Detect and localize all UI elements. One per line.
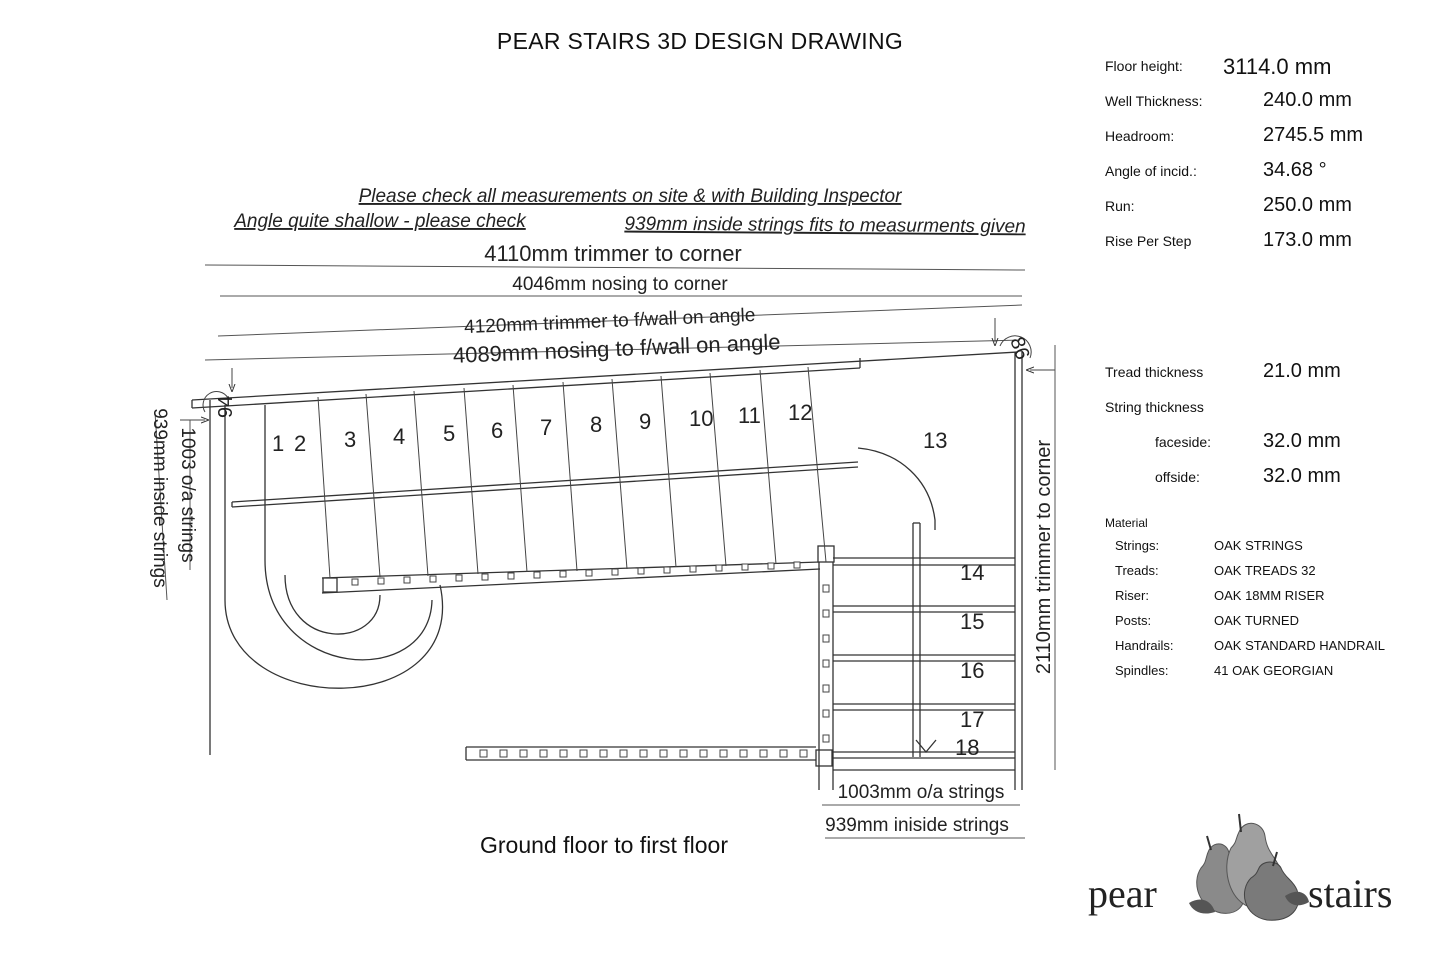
spec-label: Rise Per Step <box>1105 233 1192 249</box>
dim-inside-bottom: 939mm iniside strings <box>825 815 1009 836</box>
spec-offside <box>1105 463 1425 498</box>
step-number: 10 <box>689 406 714 431</box>
step-number: 16 <box>960 658 985 683</box>
dim-inside-left: 939mm inside strings <box>149 408 170 588</box>
dim-oa-bottom: 1003mm o/a strings <box>837 782 1005 803</box>
material-label: Handrails: <box>1115 638 1174 653</box>
spec-label: Run: <box>1105 198 1135 214</box>
angle-left-label: 94 <box>215 395 237 418</box>
spec-well-thickness <box>1105 87 1425 122</box>
logo-word-right: stairs <box>1308 871 1393 916</box>
spec-run <box>1105 192 1425 227</box>
spec-value: 240.0 mm <box>1263 89 1352 111</box>
step-number: 9 <box>639 409 652 434</box>
material-value: OAK STRINGS <box>1214 538 1303 553</box>
dim-trimmer-corner: 4110mm trimmer to corner <box>484 241 742 266</box>
step-number: 3 <box>344 427 357 452</box>
material-label: Riser: <box>1115 588 1149 603</box>
material-heading: Material <box>1105 516 1148 530</box>
angle-markers <box>180 318 1055 420</box>
spec-label: Well Thickness: <box>1105 93 1203 109</box>
step-number: 17 <box>960 707 985 732</box>
page-title: PEAR STAIRS 3D DESIGN DRAWING <box>496 28 904 54</box>
spec-label: Tread thickness <box>1105 364 1204 380</box>
dim-right-trimmer: 2110mm trimmer to corner <box>1033 439 1055 675</box>
spec-label: String thickness <box>1105 399 1204 415</box>
material-label: Strings: <box>1115 538 1160 553</box>
spec-label: Angle of incid.: <box>1105 163 1197 179</box>
site-notes <box>233 186 1026 237</box>
material-value: OAK TREADS 32 <box>1214 563 1316 578</box>
material-label: Posts: <box>1115 613 1152 628</box>
material-row <box>1105 588 1435 613</box>
material-label: Spindles: <box>1115 663 1169 678</box>
step-number: 5 <box>443 421 456 446</box>
material-row <box>1105 663 1435 688</box>
step-number: 13 <box>923 428 948 453</box>
step-number: 1 <box>272 431 285 456</box>
step-number: 15 <box>960 609 985 634</box>
spec-value: 34.68 ° <box>1263 159 1327 181</box>
spec-label: Floor height: <box>1105 58 1183 74</box>
spec-label: faceside: <box>1155 434 1212 450</box>
spec-panel-thickness <box>1105 358 1425 498</box>
dim-oa-left: 1003 o/a strings <box>177 427 198 563</box>
spec-angle <box>1105 157 1425 192</box>
step-number: 7 <box>540 415 553 440</box>
material-value: OAK 18MM RISER <box>1214 588 1325 603</box>
spec-value: 32.0 mm <box>1263 465 1341 487</box>
dim-nosing-wall: 4089mm nosing to f/wall on angle <box>452 329 781 368</box>
spec-value: 32.0 mm <box>1263 430 1341 452</box>
stair-outline <box>192 352 1022 790</box>
dim-nosing-corner: 4046mm nosing to corner <box>512 274 728 295</box>
logo-word-left: pear <box>1088 871 1157 916</box>
spec-value: 3114.0 mm <box>1223 54 1332 79</box>
spec-value: 21.0 mm <box>1263 360 1341 382</box>
spec-value: 2745.5 mm <box>1263 124 1364 146</box>
step-number: 11 <box>738 403 761 428</box>
step-number: 4 <box>393 424 406 449</box>
material-row <box>1105 638 1435 663</box>
note-fits: 939mm inside strings fits to measurments given <box>624 213 1026 238</box>
tread-lines <box>318 367 826 578</box>
dim-trimmer-wall: 4120mm trimmer to f/wall on angle <box>463 304 756 339</box>
step-number: 6 <box>491 418 504 443</box>
pears-icon <box>1181 808 1311 923</box>
material-row <box>1105 613 1435 638</box>
step-number: 12 <box>788 400 813 425</box>
material-row <box>1105 563 1435 588</box>
material-value: OAK TURNED <box>1214 613 1299 628</box>
note-check: Please check all measurements on site & with Building Inspector <box>358 186 902 207</box>
step-number: 2 <box>294 431 307 456</box>
spec-rise <box>1105 227 1425 262</box>
drawing-caption: Ground floor to first floor <box>480 832 728 858</box>
spindles <box>352 562 829 757</box>
material-value: 41 OAK GEORGIAN <box>1214 663 1334 678</box>
spec-value: 250.0 mm <box>1263 194 1352 216</box>
step-number: 18 <box>955 735 980 760</box>
spec-tread <box>1105 358 1425 393</box>
material-list <box>1105 516 1435 688</box>
spec-panel <box>1105 52 1425 262</box>
material-row <box>1105 538 1435 563</box>
spec-label: offside: <box>1155 469 1200 485</box>
spec-faceside <box>1105 428 1425 463</box>
spec-floor-height <box>1105 52 1425 87</box>
top-dimension-labels <box>452 241 781 368</box>
note-angle: Angle quite shallow - please check <box>234 211 526 232</box>
spec-string <box>1105 393 1425 428</box>
angle-right-label: 86 <box>1005 334 1034 363</box>
spec-value: 173.0 mm <box>1263 229 1352 251</box>
step-number: 8 <box>590 412 603 437</box>
spec-headroom <box>1105 122 1425 157</box>
pear-stairs-logo <box>1086 808 1406 928</box>
material-value: OAK STANDARD HANDRAIL <box>1214 638 1385 653</box>
spec-label: Headroom: <box>1105 128 1175 144</box>
material-label: Treads: <box>1115 563 1159 578</box>
step-number: 14 <box>960 560 985 585</box>
